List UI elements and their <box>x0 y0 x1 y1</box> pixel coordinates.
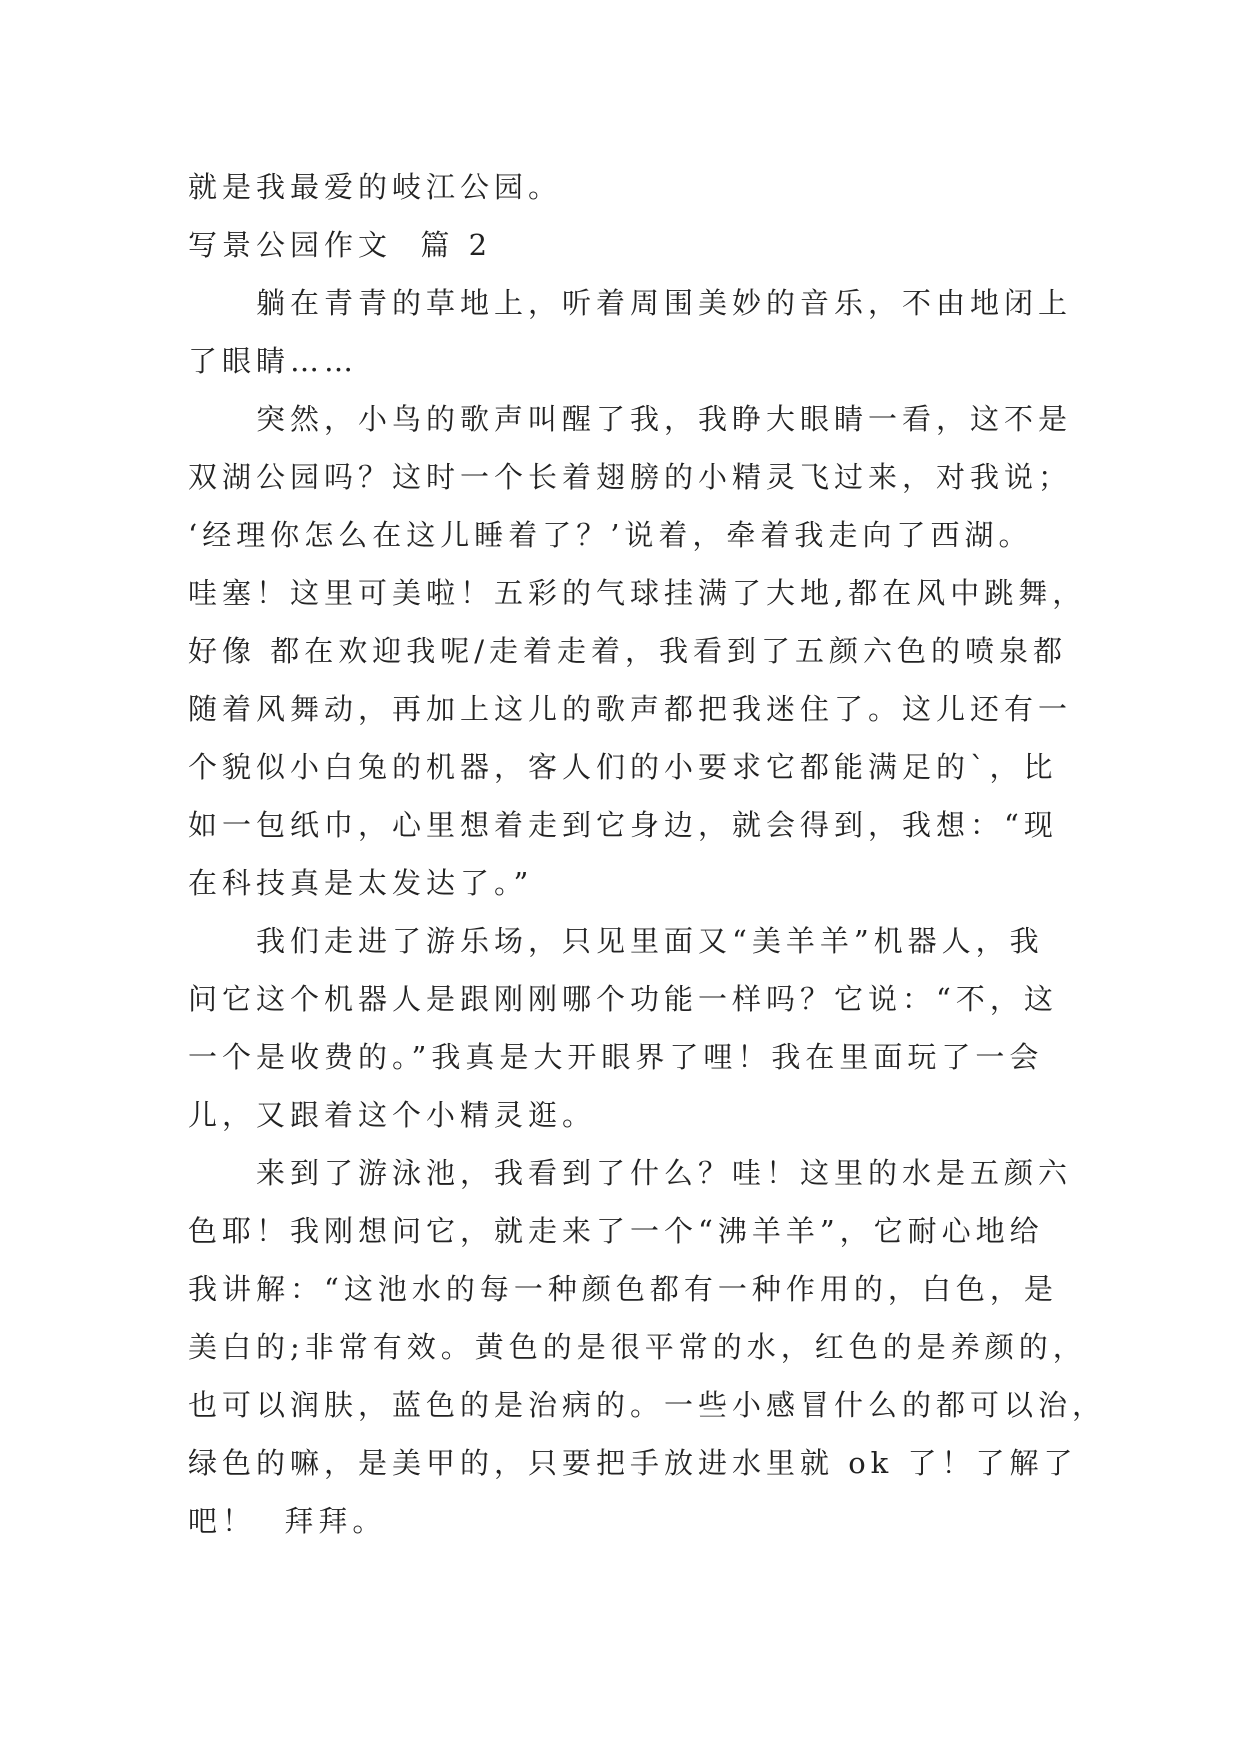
text-line: 就是我最爱的岐江公园。 <box>188 170 563 204</box>
text-line: 色耶！我刚想问它，就走来了一个“沸羊羊”，它耐心地给 <box>188 1214 1044 1248</box>
text-line: 躺在青青的草地上，听着周围美妙的音乐，不由地闭上 <box>256 286 1073 320</box>
text-line: 在科技真是太发达了。” <box>188 866 534 900</box>
text-line: 儿，又跟着这个小精灵逛。 <box>188 1098 597 1132</box>
text-line: 了眼睛…… <box>188 344 359 378</box>
text-line: 哇塞！这里可美啦！五彩的气球挂满了大地,都在风中跳舞， <box>188 576 1087 610</box>
text-line: 我们走进了游乐场，只见里面又“美羊羊”机器人，我 <box>256 924 1044 958</box>
text-line: 突然，小鸟的歌声叫醒了我，我睁大眼睛一看，这不是 <box>256 402 1073 436</box>
text-line: 一个是收费的。”我真是大开眼界了哩！我在里面玩了一会 <box>188 1040 1044 1074</box>
text-line: 随着风舞动，再加上这儿的歌声都把我迷住了。这儿还有一 <box>188 692 1073 726</box>
text-line: 来到了游泳池，我看到了什么？哇！这里的水是五颜六 <box>256 1156 1073 1190</box>
text-line: 美白的;非常有效。黄色的是很平常的水，红色的是养颜的， <box>188 1330 1087 1364</box>
text-line: ‘经理你怎么在这儿睡着了？’说着，牵着我走向了西湖。 <box>188 518 1033 552</box>
text-line: 绿色的嘛，是美甲的，只要把手放进水里就 ok 了！了解了 <box>188 1446 1078 1480</box>
section-heading: 写景公园作文 篇 2 <box>188 228 493 262</box>
text-line: 双湖公园吗？这时一个长着翅膀的小精灵飞过来，对我说； <box>188 460 1073 494</box>
text-line: 好像 都在欢迎我呢/走着走着，我看到了五颜六色的喷泉都 <box>188 634 1067 668</box>
text-line: 如一包纸巾，心里想着走到它身边，就会得到，我想：“现 <box>188 808 1058 842</box>
text-line: 个貌似小白兔的机器，客人们的小要求它都能满足的`，比 <box>188 750 1058 784</box>
text-line: 也可以润肤，蓝色的是治病的。一些小感冒什么的都可以治， <box>188 1388 1107 1422</box>
text-line: 吧！ 拜拜。 <box>188 1504 387 1538</box>
text-line: 问它这个机器人是跟刚刚哪个功能一样吗？它说：“不，这 <box>188 982 1058 1016</box>
text-line: 我讲解：“这池水的每一种颜色都有一种作用的，白色，是 <box>188 1272 1058 1306</box>
document-body <box>188 158 1107 1550</box>
